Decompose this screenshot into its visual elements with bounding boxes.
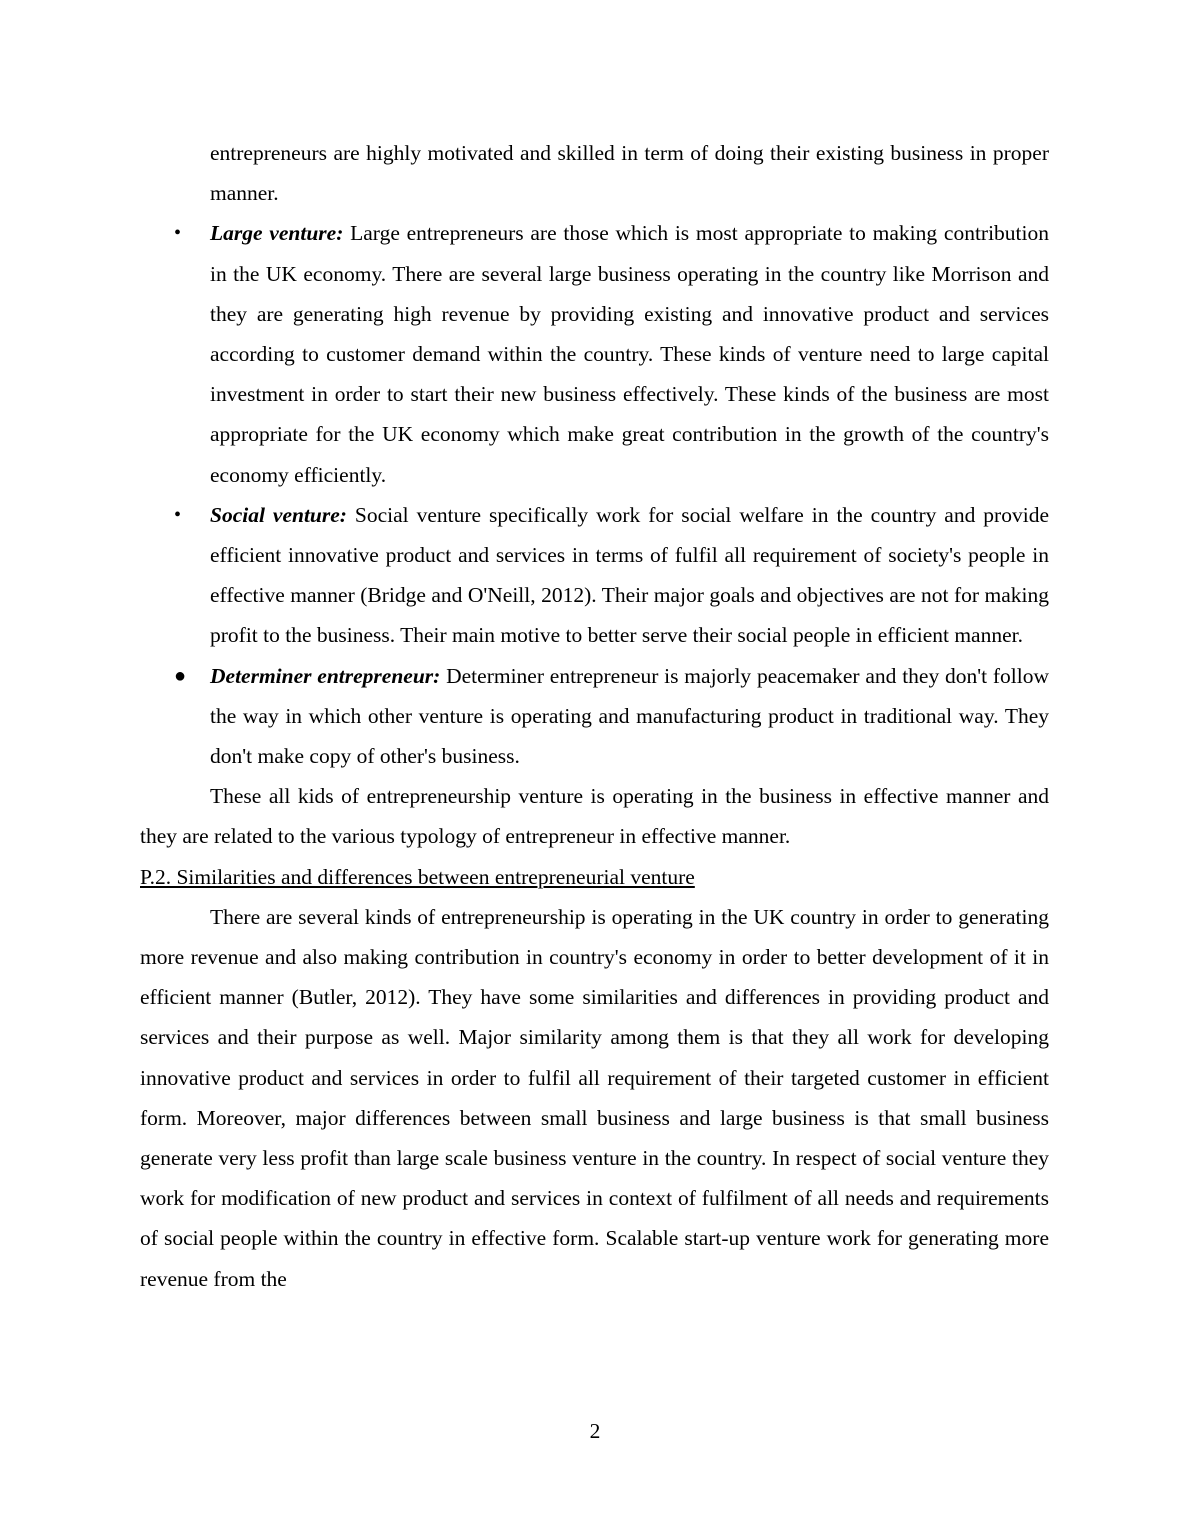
bullet-icon: • <box>174 503 182 526</box>
list-item <box>174 656 1049 777</box>
summary-paragraph: These all kids of entrepreneurship venture is operating in the business in effective manner and they are related to the various typology of entrepreneur in effective manner. <box>140 784 1049 849</box>
list-item <box>174 213 1049 494</box>
section-heading: P.2. Similarities and differences between entrepreneurial venture <box>140 864 695 889</box>
continuation-paragraph: entrepreneurs are highly motivated and skilled in term of doing their existing business in proper manner. <box>210 141 1049 206</box>
venture-types-list <box>140 213 1049 776</box>
section-paragraph: There are several kinds of entrepreneurship is operating in the UK country in order to generating more revenue and also making contribution in country's economy in order to better development of it in efficient manner (Butler, 2012). They have some similarities and differences in providing product and services and their purpose as well. Major similarity among them is that they all work for developing innovative product and services in order to fulfil all requirement of their targeted customer in efficient form. Moreover, major differences between small business and large business is that small business generate very less profit than large scale business venture in the country. In respect of social venture they work for modification of new product and services in context of fulfilment of all needs and requirements of social people within the country in effective form. Scalable start-up venture work for generating more revenue from the <box>140 904 1049 1291</box>
list-item-text: Social venture specifically work for social welfare in the country and provide efficient innovative product and services in terms of fulfil all requirement of society's people in effective manner (Bridge and O'Neill, 2012). Their major goals and objectives are not for making profit to the business. Their main motive to better serve their social people in efficient manner. <box>210 502 1049 648</box>
list-item-text: Large entrepreneurs are those which is most appropriate to making contribution in the UK economy. There are several large business operating in the country like Morrison and they are generating high revenue by providing existing and innovative product and services according to customer demand within the country. These kinds of venture need to large capital investment in order to start their new business effectively. These kinds of the business are most appropriate for the UK economy which make great contribution in the growth of the country's economy efficiently. <box>210 221 1049 487</box>
list-item-text: Determiner entrepreneur is majorly peacemaker and they don't follow the way in which other venture is operating and manufacturing product in traditional way. They don't make copy of other's business. <box>210 663 1049 769</box>
bullet-icon: • <box>174 222 182 245</box>
list-item <box>174 495 1049 656</box>
page-number: 2 <box>589 1419 601 1443</box>
bullet-icon: ● <box>174 664 187 687</box>
list-item-term: Social venture: <box>210 502 347 527</box>
document-page <box>140 133 1049 1299</box>
list-item-term: Large venture: <box>210 221 344 246</box>
list-item-term: Determiner entrepreneur: <box>210 663 441 688</box>
